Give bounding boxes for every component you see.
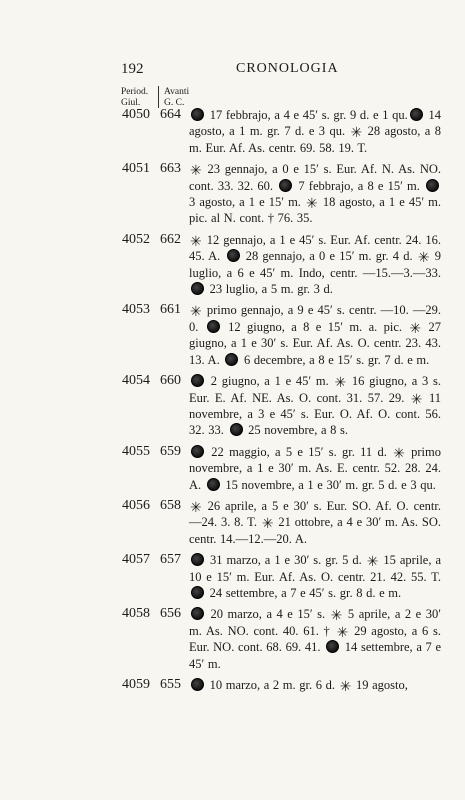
eclipse-text: 31 marzo, a 1 e 30ʹ s. gr. 5 d. xyxy=(206,553,366,568)
lunar-eclipse-icon xyxy=(410,108,423,121)
solar-eclipse-icon: ✳ xyxy=(190,233,202,250)
lunar-eclipse-icon xyxy=(207,478,220,491)
solar-eclipse-icon: ✳ xyxy=(339,679,352,695)
chronology-entry xyxy=(0,444,465,493)
eclipse-description xyxy=(189,107,441,156)
page-number: 192 xyxy=(121,61,144,77)
year-before-christ: 657 xyxy=(160,552,181,568)
eclipse-description xyxy=(189,498,441,547)
eclipse-text: 2 giugno, a 1 e 45ʹ m. xyxy=(206,374,334,389)
eclipse-text: 20 marzo, a 4 e 15ʹ s. xyxy=(206,607,330,622)
eclipse-text: 16 giugno, a 3 s. Eur. E. Af. NE. As. O. cont. 31. 57. 29. xyxy=(189,374,441,405)
eclipse-text: 19 agosto, xyxy=(352,678,408,692)
eclipse-text: 14 agosto, a 1 m. gr. 7 d. e 3 qu. xyxy=(189,108,441,139)
column-heading-line: Giul. xyxy=(121,98,141,108)
lunar-eclipse-icon xyxy=(191,282,204,295)
eclipse-text: 9 luglio, a 6 e 45ʹ m. Indo, centr. —15.—3.—33. xyxy=(189,249,441,280)
eclipse-text: primo novembre, a 1 e 30ʹ m. As. E. centr. 52. 28. 24. A. xyxy=(189,444,442,492)
column-heading-julian-period xyxy=(121,87,148,109)
eclipse-description xyxy=(189,161,441,227)
solar-eclipse-icon: ✳ xyxy=(190,163,202,180)
lunar-eclipse-icon xyxy=(191,374,204,387)
lunar-eclipse-icon xyxy=(191,445,204,458)
eclipse-text: 18 agosto, a 1 e 45ʹ m. pic. al N. cont. † 76. 35. xyxy=(189,195,441,226)
solar-eclipse-icon: ✳ xyxy=(393,445,405,462)
eclipse-description xyxy=(189,606,441,672)
eclipse-description xyxy=(189,373,441,439)
eclipse-text: 10 marzo, a 2 m. gr. 6 d. xyxy=(206,678,339,692)
lunar-eclipse-icon xyxy=(191,607,204,620)
chronology-entry xyxy=(0,161,465,227)
eclipse-text: 28 gennajo, a 0 e 15ʹ m. gr. 4 d. xyxy=(241,249,417,264)
solar-eclipse-icon: ✳ xyxy=(334,375,347,392)
chronology-entry xyxy=(0,107,465,156)
lunar-eclipse-icon xyxy=(191,553,204,566)
year-before-christ: 659 xyxy=(160,443,181,459)
julian-period-year: 4059 xyxy=(122,677,150,692)
eclipse-description xyxy=(189,302,441,368)
eclipse-text: 3 agosto, a 1 e 15ʹ m. xyxy=(189,195,305,210)
eclipse-text: 15 aprile, a 10 e 15ʹ m. Eur. Af. As. O. centr. 21. 42. 55. T. xyxy=(189,553,441,584)
year-before-christ: 662 xyxy=(160,231,181,247)
running-title: CRONOLOGIA xyxy=(236,61,339,76)
eclipse-text: 7 febbrajo, a 8 e 15ʹ m. xyxy=(294,178,424,193)
eclipse-text: 29 agosto, a 6 s. Eur. NO. cont. 68. 69. 41. xyxy=(189,623,441,655)
year-before-christ: 655 xyxy=(160,677,181,692)
eclipse-text: 26 aprile, a 5 e 30ʹ s. Eur. SO. Af. O. centr. —24. 3. 8. T. xyxy=(189,498,441,530)
solar-eclipse-icon: ✳ xyxy=(306,196,318,213)
eclipse-text: 11 novembre, a 3 e 45ʹ s. Eur. O. Af. O. cont. 56. 32. 33. xyxy=(189,390,441,438)
julian-period-year: 4054 xyxy=(122,373,150,389)
solar-eclipse-icon: ✳ xyxy=(350,125,363,142)
solar-eclipse-icon: ✳ xyxy=(336,624,349,641)
julian-period-year: 4052 xyxy=(122,231,150,247)
chronology-entry xyxy=(0,606,465,672)
chronology-entry xyxy=(0,232,465,298)
eclipse-text: 28 agosto, a 8 m. Eur. Af. As. centr. 69. 58. 19. T. xyxy=(189,124,441,155)
eclipse-description xyxy=(189,677,441,693)
julian-period-year: 4058 xyxy=(122,606,150,622)
eclipse-text: 6 decembre, a 8 e 15ʹ s. gr. 7 d. e m. xyxy=(240,352,430,367)
eclipse-text: 27 giugno, a 1 e 30ʹ s. Eur. Af. As. O. centr. 23. 43. 13. A. xyxy=(189,319,442,367)
eclipse-text: 25 novembre, a 8 s. xyxy=(244,423,349,438)
year-before-christ: 658 xyxy=(160,497,181,513)
eclipse-text: 12 giugno, a 8 e 15ʹ m. a. pic. xyxy=(221,319,409,334)
chronology-entry xyxy=(0,302,465,368)
year-before-christ: 663 xyxy=(160,161,181,177)
eclipse-text: 23 luglio, a 5 m. gr. 3 d. xyxy=(206,282,333,297)
column-heading-line: Avanti xyxy=(164,87,190,97)
year-before-christ: 664 xyxy=(160,107,181,122)
year-before-christ: 660 xyxy=(160,373,181,389)
solar-eclipse-icon: ✳ xyxy=(190,304,202,321)
eclipse-text: 12 gennajo, a 1 e 45ʹ s. Eur. Af. centr. 24. 16. 45. A. xyxy=(189,232,441,264)
eclipse-text: 17 febbrajo, a 4 e 45ʹ s. gr. 9 d. e 1 qu. xyxy=(206,108,408,122)
eclipse-text: 5 aprile, a 2 e 30ʹ m. As. NO. cont. 40. 61. † xyxy=(189,607,441,638)
chronology-entry xyxy=(0,677,465,693)
lunar-eclipse-icon xyxy=(207,320,220,333)
julian-period-year: 4051 xyxy=(122,161,150,177)
chronology-entry xyxy=(0,552,465,601)
eclipse-text: 22 maggio, a 5 e 15ʹ s. gr. 11 d. xyxy=(206,444,393,459)
lunar-eclipse-icon xyxy=(426,179,439,192)
eclipse-text: 15 novembre, a 1 e 30ʹ m. gr. 5 d. e 3 qu. xyxy=(221,477,436,492)
lunar-eclipse-icon xyxy=(279,179,292,192)
column-heading-line: Period. xyxy=(121,87,149,97)
julian-period-year: 4055 xyxy=(122,443,150,459)
julian-period-year: 4057 xyxy=(122,552,150,568)
eclipse-text: 21 ottobre, a 4 e 30ʹ m. As. SO. centr. 14.—12.—20. A. xyxy=(189,515,441,546)
solar-eclipse-icon: ✳ xyxy=(410,391,423,408)
column-heading-divider xyxy=(158,86,159,108)
julian-period-year: 4053 xyxy=(122,302,150,318)
eclipse-text: 23 gennajo, a 0 e 15ʹ s. Eur. Af. N. As. NO. cont. 33. 32. 60. xyxy=(189,162,441,193)
eclipse-entries xyxy=(0,107,465,698)
solar-eclipse-icon: ✳ xyxy=(366,554,379,571)
lunar-eclipse-icon xyxy=(191,586,204,599)
eclipse-text: 24 settembre, a 7 e 45ʹ s. gr. 8 d. e m. xyxy=(206,585,402,600)
solar-eclipse-icon: ✳ xyxy=(417,250,430,267)
lunar-eclipse-icon xyxy=(227,249,240,262)
column-heading-before-christ xyxy=(164,87,189,109)
eclipse-description xyxy=(189,444,441,493)
column-heading-line: G. C. xyxy=(164,98,185,108)
julian-period-year: 4050 xyxy=(122,107,150,122)
solar-eclipse-icon: ✳ xyxy=(261,516,274,533)
eclipse-description xyxy=(189,232,441,298)
eclipse-text: primo gennajo, a 9 e 45ʹ s. centr. —10. —29. 0. xyxy=(189,303,441,334)
solar-eclipse-icon: ✳ xyxy=(409,320,422,337)
lunar-eclipse-icon xyxy=(225,353,238,366)
solar-eclipse-icon: ✳ xyxy=(330,608,343,625)
year-before-christ: 661 xyxy=(160,302,181,318)
solar-eclipse-icon: ✳ xyxy=(190,499,202,516)
chronology-entry xyxy=(0,498,465,547)
lunar-eclipse-icon xyxy=(230,423,243,436)
eclipse-text: 14 settembre, a 7 e 45ʹ m. xyxy=(189,640,441,671)
lunar-eclipse-icon xyxy=(326,640,339,653)
year-before-christ: 656 xyxy=(160,606,181,622)
eclipse-description xyxy=(189,552,441,601)
chronology-entry xyxy=(0,373,465,439)
lunar-eclipse-icon xyxy=(191,678,204,691)
julian-period-year: 4056 xyxy=(122,497,150,513)
lunar-eclipse-icon xyxy=(191,108,204,121)
